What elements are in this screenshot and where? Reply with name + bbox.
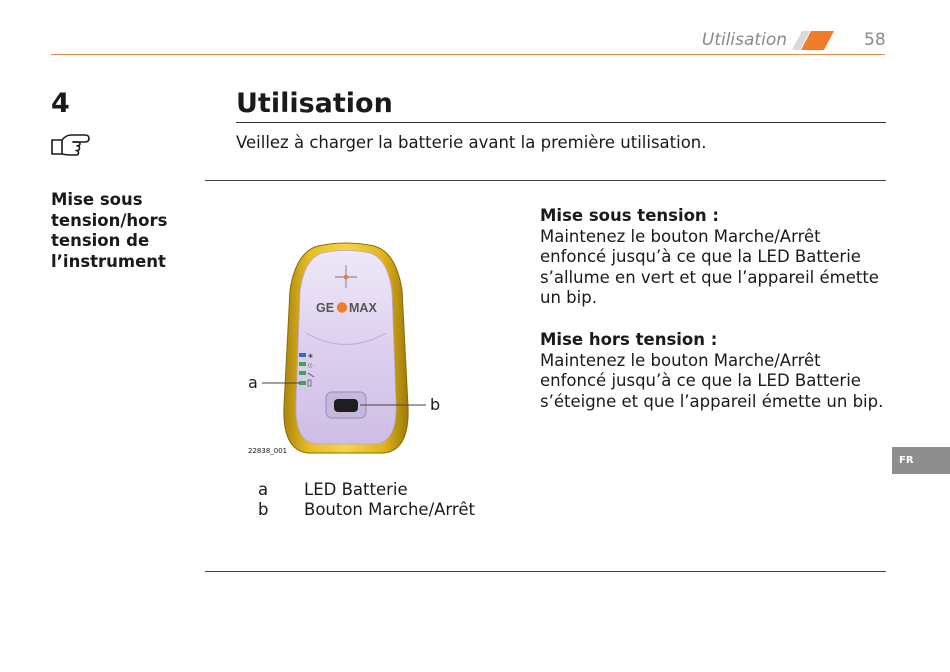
callout-b-label: b (430, 395, 441, 414)
running-header-title: Utilisation (701, 30, 787, 50)
section-rule-top (205, 180, 886, 181)
svg-text:GE: GE (316, 301, 335, 315)
pointing-hand-icon (49, 131, 91, 159)
side-heading-line: l’instrument (51, 251, 166, 271)
chapter-rule (236, 122, 886, 123)
power-off-heading: Mise hors tension : (540, 330, 718, 349)
svg-text:✱: ✱ (308, 353, 314, 360)
side-heading-line: Mise sous (51, 190, 143, 209)
power-on-text: Maintenez le bouton Marche/Arrêt enfoncé jusqu’à ce que la LED Batterie s’allume en vert et que l’appareil émette un bip. (540, 226, 879, 307)
legend-item (258, 480, 408, 499)
side-heading-line: tension de (51, 231, 150, 250)
legend-label: Bouton Marche/Arrêt (304, 500, 475, 519)
legend-key: a (258, 480, 269, 499)
device-illustration (236, 238, 476, 460)
section-rule-bottom (205, 571, 886, 572)
legend-key: b (258, 500, 269, 519)
power-off-text: Maintenez le bouton Marche/Arrêt enfoncé jusqu’à ce que la LED Batterie s’éteigne et que l’appareil émette un bip. (540, 350, 884, 411)
legend-label: LED Batterie (304, 480, 408, 499)
side-heading-line: tension/hors (51, 210, 168, 230)
power-off-section (540, 330, 885, 412)
figure-id: 22838_001 (248, 447, 288, 455)
language-tab[interactable]: FR (892, 447, 950, 474)
power-on-section (540, 206, 885, 309)
svg-text:MAX: MAX (349, 301, 377, 315)
header-stripe-decoration (792, 31, 834, 50)
header-rule (51, 54, 885, 55)
power-on-heading: Mise sous tension : (540, 206, 720, 225)
chapter-title: Utilisation (236, 88, 393, 119)
svg-text:((·: ((· (308, 363, 315, 369)
note-text: Veillez à charger la batterie avant la première utilisation. (236, 133, 707, 152)
callout-a-label: a (248, 373, 258, 392)
page-number: 58 (864, 30, 886, 50)
legend-item (258, 500, 475, 519)
side-heading (51, 190, 201, 272)
chapter-number: 4 (51, 88, 70, 119)
